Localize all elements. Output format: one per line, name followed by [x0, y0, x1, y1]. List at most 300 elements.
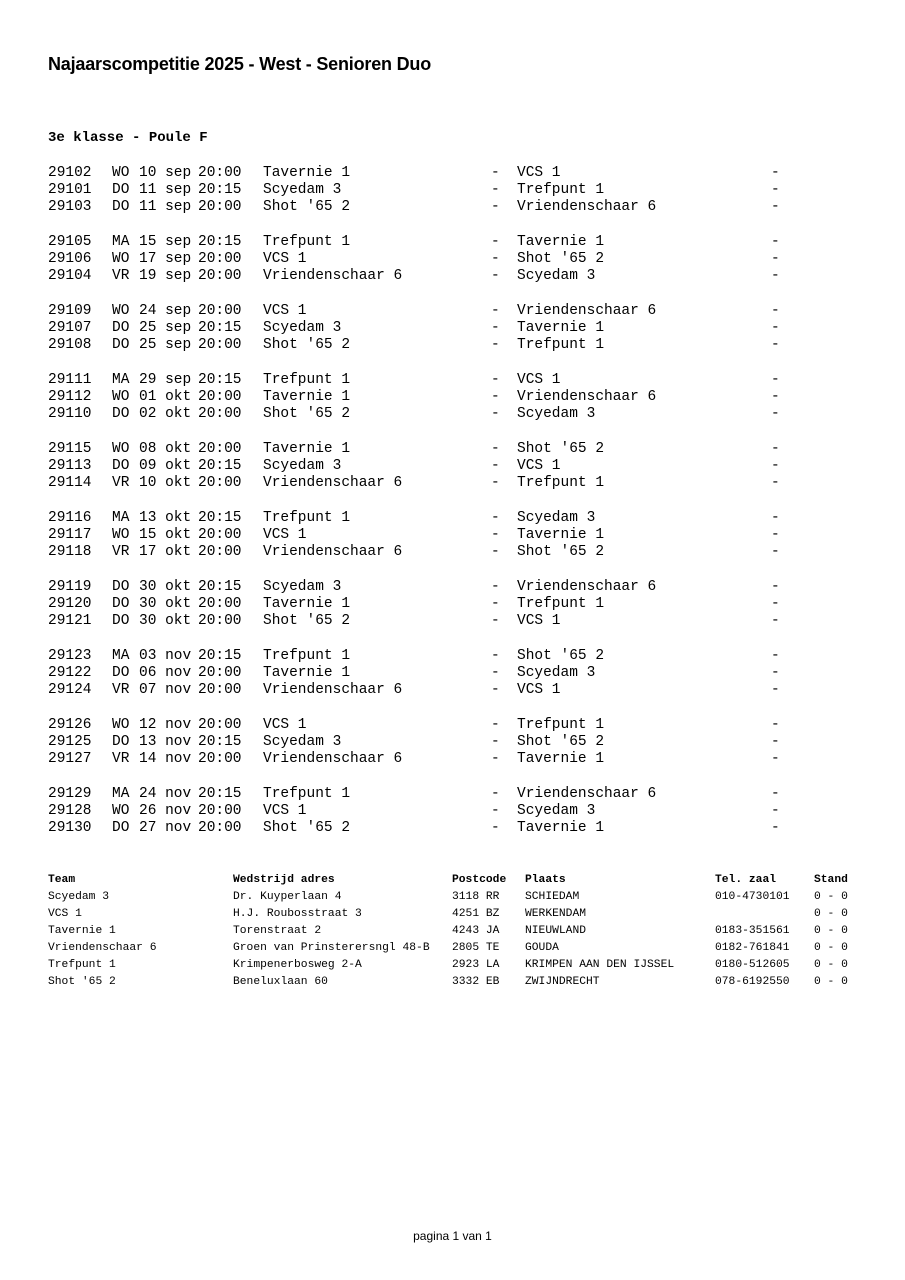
home-team: Scyedam 3 [263, 734, 342, 751]
match-number: 29128 [48, 803, 92, 820]
match-number: 29120 [48, 596, 92, 613]
match-score: - [771, 510, 780, 526]
cell-address: Torenstraat 2 [233, 925, 322, 937]
match-time: 20:00 [198, 406, 242, 423]
versus-dash: - [491, 613, 500, 630]
match-day: VR [112, 682, 130, 699]
away-team: Tavernie 1 [517, 751, 605, 768]
cell-team: Scyedam 3 [48, 891, 110, 903]
cell-phone: 0183-351561 [715, 925, 790, 937]
home-team: Trefpunt 1 [263, 510, 351, 526]
match-row [0, 734, 905, 751]
away-team: Scyedam 3 [517, 803, 596, 820]
match-time: 20:00 [198, 251, 242, 268]
match-number: 29119 [48, 579, 92, 595]
match-score: - [771, 389, 780, 406]
away-team: Trefpunt 1 [517, 475, 605, 492]
match-number: 29101 [48, 182, 92, 199]
away-team: VCS 1 [517, 613, 561, 630]
match-row [0, 665, 905, 682]
cell-place: ZWIJNDRECHT [525, 976, 600, 988]
match-score: - [771, 406, 780, 423]
match-time: 20:15 [198, 579, 242, 595]
cell-postcode: 2805 TE [452, 942, 500, 954]
match-day: DO [112, 337, 130, 354]
cell-place: NIEUWLAND [525, 925, 587, 937]
away-team: Vriendenschaar 6 [517, 199, 657, 216]
match-day: WO [112, 251, 130, 268]
match-number: 29114 [48, 475, 92, 492]
home-team: Tavernie 1 [263, 165, 351, 181]
match-date: 03 nov [139, 648, 192, 664]
match-date: 02 okt [139, 406, 192, 423]
home-team: Shot '65 2 [263, 199, 351, 216]
versus-dash: - [491, 820, 500, 837]
versus-dash: - [491, 527, 500, 544]
versus-dash: - [491, 665, 500, 682]
versus-dash: - [491, 389, 500, 406]
home-team: Trefpunt 1 [263, 234, 351, 250]
match-number: 29104 [48, 268, 92, 285]
match-row [0, 389, 905, 406]
away-team: VCS 1 [517, 165, 561, 181]
match-score: - [771, 803, 780, 820]
match-row [0, 803, 905, 820]
match-number: 29103 [48, 199, 92, 216]
match-number: 29112 [48, 389, 92, 406]
versus-dash: - [491, 579, 500, 595]
home-team: Vriendenschaar 6 [263, 544, 403, 561]
match-time: 20:00 [198, 544, 242, 561]
match-time: 20:00 [198, 717, 242, 733]
match-time: 20:00 [198, 199, 242, 216]
home-team: VCS 1 [263, 717, 307, 733]
home-team: Tavernie 1 [263, 665, 351, 682]
match-number: 29122 [48, 665, 92, 682]
cell-standing: 0 - 0 [814, 908, 848, 920]
home-team: Vriendenschaar 6 [263, 751, 403, 768]
match-time: 20:00 [198, 803, 242, 820]
cell-team: Tavernie 1 [48, 925, 116, 937]
versus-dash: - [491, 234, 500, 250]
match-day: DO [112, 182, 130, 199]
match-date: 17 sep [139, 251, 192, 268]
match-date: 08 okt [139, 441, 192, 457]
match-day: DO [112, 458, 130, 475]
match-day: DO [112, 734, 130, 751]
match-time: 20:15 [198, 234, 242, 250]
match-score: - [771, 441, 780, 457]
match-score: - [771, 682, 780, 699]
cell-place: KRIMPEN AAN DEN IJSSEL [525, 959, 675, 971]
match-date: 26 nov [139, 803, 192, 820]
match-number: 29115 [48, 441, 92, 457]
match-score: - [771, 182, 780, 199]
match-date: 30 okt [139, 596, 192, 613]
match-time: 20:15 [198, 786, 242, 802]
match-number: 29108 [48, 337, 92, 354]
away-team: Vriendenschaar 6 [517, 579, 657, 595]
poule-heading: 3e klasse - Poule F [48, 130, 208, 146]
match-time: 20:00 [198, 527, 242, 544]
match-number: 29118 [48, 544, 92, 561]
home-team: Shot '65 2 [263, 406, 351, 423]
match-number: 29109 [48, 303, 92, 319]
away-team: VCS 1 [517, 372, 561, 388]
match-date: 10 okt [139, 475, 192, 492]
match-date: 25 sep [139, 320, 192, 337]
match-time: 20:00 [198, 441, 242, 457]
match-row [0, 544, 905, 561]
match-time: 20:15 [198, 734, 242, 751]
match-time: 20:00 [198, 337, 242, 354]
cell-standing: 0 - 0 [814, 959, 848, 971]
match-day: VR [112, 751, 130, 768]
cell-address: Krimpenerbosweg 2-A [233, 959, 362, 971]
match-row [0, 406, 905, 423]
match-day: DO [112, 665, 130, 682]
match-day: WO [112, 441, 130, 457]
home-team: VCS 1 [263, 303, 307, 319]
match-date: 01 okt [139, 389, 192, 406]
match-score: - [771, 475, 780, 492]
away-team: VCS 1 [517, 682, 561, 699]
match-date: 07 nov [139, 682, 192, 699]
match-day: MA [112, 510, 130, 526]
match-day: WO [112, 717, 130, 733]
cell-place: WERKENDAM [525, 908, 587, 920]
match-time: 20:15 [198, 320, 242, 337]
match-score: - [771, 734, 780, 751]
match-number: 29102 [48, 165, 92, 181]
match-number: 29126 [48, 717, 92, 733]
cell-phone: 078-6192550 [715, 976, 790, 988]
home-team: Tavernie 1 [263, 596, 351, 613]
match-row [0, 234, 905, 251]
away-team: Shot '65 2 [517, 441, 605, 457]
versus-dash: - [491, 199, 500, 216]
match-row [0, 475, 905, 492]
match-row [0, 458, 905, 475]
home-team: Scyedam 3 [263, 579, 342, 595]
away-team: Tavernie 1 [517, 320, 605, 337]
match-row [0, 751, 905, 768]
match-day: DO [112, 406, 130, 423]
table-row [0, 889, 905, 906]
home-team: Tavernie 1 [263, 389, 351, 406]
match-number: 29125 [48, 734, 92, 751]
cell-place: GOUDA [525, 942, 559, 954]
match-time: 20:00 [198, 268, 242, 285]
versus-dash: - [491, 268, 500, 285]
match-score: - [771, 234, 780, 250]
versus-dash: - [491, 182, 500, 199]
away-team: Tavernie 1 [517, 234, 605, 250]
cell-postcode: 4243 JA [452, 925, 500, 937]
cell-standing: 0 - 0 [814, 891, 848, 903]
match-day: WO [112, 165, 130, 181]
match-number: 29113 [48, 458, 92, 475]
home-team: Trefpunt 1 [263, 648, 351, 664]
versus-dash: - [491, 406, 500, 423]
match-date: 11 sep [139, 199, 192, 216]
match-date: 13 nov [139, 734, 192, 751]
match-row [0, 320, 905, 337]
cell-phone: 010-4730101 [715, 891, 790, 903]
away-team: Scyedam 3 [517, 665, 596, 682]
header-place: Plaats [525, 874, 566, 886]
match-row [0, 199, 905, 216]
match-day: DO [112, 320, 130, 337]
versus-dash: - [491, 510, 500, 526]
match-score: - [771, 596, 780, 613]
match-time: 20:00 [198, 820, 242, 837]
versus-dash: - [491, 251, 500, 268]
match-time: 20:15 [198, 182, 242, 199]
home-team: VCS 1 [263, 251, 307, 268]
away-team: Scyedam 3 [517, 510, 596, 526]
versus-dash: - [491, 648, 500, 664]
match-number: 29123 [48, 648, 92, 664]
home-team: Shot '65 2 [263, 337, 351, 354]
match-row [0, 717, 905, 734]
home-team: Shot '65 2 [263, 820, 351, 837]
match-time: 20:15 [198, 372, 242, 388]
away-team: Trefpunt 1 [517, 717, 605, 733]
match-row [0, 303, 905, 320]
match-score: - [771, 648, 780, 664]
away-team: Scyedam 3 [517, 268, 596, 285]
match-row [0, 165, 905, 182]
match-number: 29121 [48, 613, 92, 630]
match-day: DO [112, 199, 130, 216]
match-score: - [771, 251, 780, 268]
match-row [0, 182, 905, 199]
match-time: 20:00 [198, 303, 242, 319]
match-number: 29124 [48, 682, 92, 699]
match-row [0, 441, 905, 458]
match-time: 20:00 [198, 165, 242, 181]
table-row [0, 974, 905, 991]
match-score: - [771, 579, 780, 595]
match-time: 20:15 [198, 458, 242, 475]
versus-dash: - [491, 337, 500, 354]
versus-dash: - [491, 441, 500, 457]
table-row [0, 940, 905, 957]
match-date: 10 sep [139, 165, 192, 181]
match-row [0, 268, 905, 285]
away-team: Trefpunt 1 [517, 337, 605, 354]
match-day: VR [112, 268, 130, 285]
away-team: Vriendenschaar 6 [517, 786, 657, 802]
versus-dash: - [491, 475, 500, 492]
match-score: - [771, 303, 780, 319]
cell-address: Beneluxlaan 60 [233, 976, 328, 988]
table-row [0, 957, 905, 974]
cell-postcode: 3118 RR [452, 891, 500, 903]
match-date: 30 okt [139, 579, 192, 595]
match-number: 29127 [48, 751, 92, 768]
versus-dash: - [491, 372, 500, 388]
match-time: 20:00 [198, 682, 242, 699]
match-row [0, 527, 905, 544]
cell-postcode: 2923 LA [452, 959, 500, 971]
match-date: 25 sep [139, 337, 192, 354]
match-date: 14 nov [139, 751, 192, 768]
home-team: Trefpunt 1 [263, 786, 351, 802]
header-standing: Stand [814, 874, 848, 886]
match-row [0, 786, 905, 803]
match-score: - [771, 337, 780, 354]
versus-dash: - [491, 165, 500, 181]
header-phone: Tel. zaal [715, 874, 777, 886]
match-day: VR [112, 544, 130, 561]
cell-address: Groen van Prinsterersngl 48-B [233, 942, 430, 954]
versus-dash: - [491, 596, 500, 613]
match-score: - [771, 199, 780, 216]
match-time: 20:15 [198, 510, 242, 526]
match-time: 20:15 [198, 648, 242, 664]
home-team: Scyedam 3 [263, 182, 342, 199]
away-team: Scyedam 3 [517, 406, 596, 423]
away-team: Tavernie 1 [517, 527, 605, 544]
match-number: 29106 [48, 251, 92, 268]
home-team: Scyedam 3 [263, 320, 342, 337]
team-table-header [0, 872, 905, 889]
match-date: 30 okt [139, 613, 192, 630]
cell-phone: 0180-512605 [715, 959, 790, 971]
home-team: Tavernie 1 [263, 441, 351, 457]
cell-address: H.J. Roubosstraat 3 [233, 908, 362, 920]
match-row [0, 596, 905, 613]
match-day: WO [112, 389, 130, 406]
match-score: - [771, 820, 780, 837]
match-row [0, 510, 905, 527]
match-number: 29110 [48, 406, 92, 423]
match-row [0, 682, 905, 699]
match-day: DO [112, 820, 130, 837]
match-day: MA [112, 372, 130, 388]
match-score: - [771, 751, 780, 768]
away-team: Tavernie 1 [517, 820, 605, 837]
cell-place: SCHIEDAM [525, 891, 580, 903]
match-day: MA [112, 648, 130, 664]
table-row [0, 923, 905, 940]
match-score: - [771, 786, 780, 802]
match-date: 24 sep [139, 303, 192, 319]
cell-team: Vriendenschaar 6 [48, 942, 157, 954]
versus-dash: - [491, 717, 500, 733]
versus-dash: - [491, 803, 500, 820]
versus-dash: - [491, 320, 500, 337]
cell-standing: 0 - 0 [814, 976, 848, 988]
away-team: VCS 1 [517, 458, 561, 475]
match-number: 29116 [48, 510, 92, 526]
match-day: WO [112, 803, 130, 820]
away-team: Vriendenschaar 6 [517, 389, 657, 406]
match-score: - [771, 665, 780, 682]
versus-dash: - [491, 786, 500, 802]
match-score: - [771, 320, 780, 337]
versus-dash: - [491, 544, 500, 561]
cell-standing: 0 - 0 [814, 942, 848, 954]
match-date: 17 okt [139, 544, 192, 561]
header-address: Wedstrijd adres [233, 874, 335, 886]
match-date: 29 sep [139, 372, 192, 388]
table-row [0, 906, 905, 923]
cell-team: VCS 1 [48, 908, 82, 920]
match-day: DO [112, 596, 130, 613]
home-team: VCS 1 [263, 803, 307, 820]
cell-team: Trefpunt 1 [48, 959, 116, 971]
versus-dash: - [491, 682, 500, 699]
match-score: - [771, 165, 780, 181]
away-team: Shot '65 2 [517, 734, 605, 751]
match-number: 29130 [48, 820, 92, 837]
cell-address: Dr. Kuyperlaan 4 [233, 891, 342, 903]
home-team: Scyedam 3 [263, 458, 342, 475]
cell-postcode: 4251 BZ [452, 908, 500, 920]
away-team: Shot '65 2 [517, 648, 605, 664]
away-team: Vriendenschaar 6 [517, 303, 657, 319]
versus-dash: - [491, 458, 500, 475]
match-score: - [771, 527, 780, 544]
match-score: - [771, 458, 780, 475]
match-date: 13 okt [139, 510, 192, 526]
page-footer: pagina 1 van 1 [413, 1229, 492, 1243]
cell-phone: 0182-761841 [715, 942, 790, 954]
match-number: 29129 [48, 786, 92, 802]
match-row [0, 648, 905, 665]
match-row [0, 613, 905, 630]
match-date: 09 okt [139, 458, 192, 475]
match-day: MA [112, 786, 130, 802]
match-row [0, 820, 905, 837]
match-day: WO [112, 527, 130, 544]
match-day: DO [112, 613, 130, 630]
home-team: VCS 1 [263, 527, 307, 544]
home-team: Vriendenschaar 6 [263, 682, 403, 699]
home-team: Shot '65 2 [263, 613, 351, 630]
match-score: - [771, 717, 780, 733]
match-date: 15 sep [139, 234, 192, 250]
match-date: 24 nov [139, 786, 192, 802]
match-score: - [771, 268, 780, 285]
versus-dash: - [491, 751, 500, 768]
match-date: 06 nov [139, 665, 192, 682]
match-score: - [771, 372, 780, 388]
match-number: 29107 [48, 320, 92, 337]
match-time: 20:00 [198, 665, 242, 682]
match-time: 20:00 [198, 389, 242, 406]
match-time: 20:00 [198, 613, 242, 630]
match-number: 29117 [48, 527, 92, 544]
home-team: Vriendenschaar 6 [263, 268, 403, 285]
home-team: Vriendenschaar 6 [263, 475, 403, 492]
match-number: 29111 [48, 372, 92, 388]
match-number: 29105 [48, 234, 92, 250]
match-row [0, 251, 905, 268]
match-day: VR [112, 475, 130, 492]
header-team: Team [48, 874, 76, 886]
header-postcode: Postcode [452, 874, 507, 886]
match-date: 15 okt [139, 527, 192, 544]
match-time: 20:00 [198, 596, 242, 613]
match-row [0, 372, 905, 389]
away-team: Trefpunt 1 [517, 182, 605, 199]
versus-dash: - [491, 303, 500, 319]
cell-standing: 0 - 0 [814, 925, 848, 937]
